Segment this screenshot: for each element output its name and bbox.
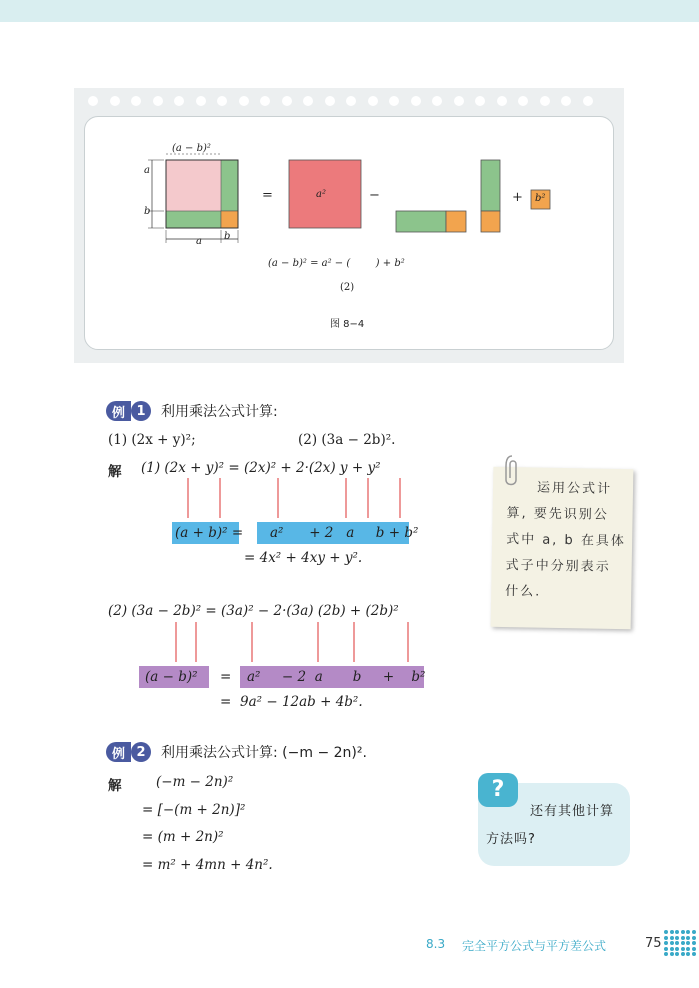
footer-dot (692, 930, 696, 934)
example2-title: 利用乘法公式计算: (−m − 2n)². (161, 745, 367, 761)
footer-dot (664, 936, 668, 940)
footer-dot (681, 947, 685, 951)
solution2-label: 解 (108, 778, 122, 794)
binder-hole (518, 96, 528, 106)
bottom-a-label: a (196, 236, 202, 247)
footer-dot (670, 941, 674, 945)
example2-number: 2 (131, 742, 151, 762)
p1-line: (1) (2x + y)² = (2x)² + 2·(2x) y + y² (141, 460, 381, 476)
binder-hole (88, 96, 98, 106)
figure-subcaption: (2) (340, 282, 355, 293)
binder-hole (282, 96, 292, 106)
footer-dot (692, 941, 696, 945)
ab-strip-vertical (481, 160, 500, 211)
ab-strip-horizontal (396, 211, 446, 232)
figure-formula: (a − b)² = a² − ( ) + b² (268, 258, 405, 269)
side-a-label: a (144, 165, 150, 176)
footer-dot (686, 930, 690, 934)
footer-dot (664, 952, 668, 956)
example1-number: 1 (131, 401, 151, 421)
footer-dot (681, 930, 685, 934)
bubble-line2: 方法吗? (486, 832, 536, 847)
binder-hole (217, 96, 227, 106)
footer-dot (692, 936, 696, 940)
question-icon: ? (478, 773, 518, 807)
p1-result: = 4x² + 4xy + y². (244, 550, 363, 566)
footer-dot (664, 941, 668, 945)
binder-hole (131, 96, 141, 106)
p1-template-right: a² + 2 a b + b² (270, 525, 419, 541)
sticky-note (491, 467, 634, 629)
b2-part-vertical (481, 211, 500, 232)
example2-badge: 例 (106, 742, 131, 762)
binder-hole (303, 96, 313, 106)
binder-hole (432, 96, 442, 106)
note-line: 什么. (505, 584, 542, 600)
binder-hole (454, 96, 464, 106)
green-strip-horizontal (166, 211, 221, 228)
footer-dot (686, 947, 690, 951)
footer-dot (675, 941, 679, 945)
example1-title: 利用乘法公式计算: (161, 404, 278, 420)
p2-result: 9a² − 12ab + 4b². (240, 694, 363, 710)
footer-dot (670, 930, 674, 934)
footer-dot (681, 936, 685, 940)
footer-dot (670, 936, 674, 940)
footer-dot (686, 952, 690, 956)
note-text (505, 475, 627, 607)
p2-result-eq: = (220, 694, 232, 710)
binder-hole (239, 96, 249, 106)
a2-label: a² (316, 189, 326, 200)
minus-sign: − (369, 188, 380, 203)
note-line: 运用公式计 (536, 480, 613, 497)
note-line: 式中 a, b 在具体 (506, 532, 627, 550)
binder-hole (497, 96, 507, 106)
footer-dot (670, 947, 674, 951)
footer-dot (664, 930, 668, 934)
page-number: 75 (645, 936, 662, 951)
e2-line-4: = m² + 4mn + 4n². (142, 857, 273, 873)
top-label: (a − b)² (172, 143, 211, 154)
footer-dot (675, 947, 679, 951)
eq-sign: = (262, 188, 273, 203)
e2-line-3: = (m + 2n)² (142, 829, 224, 845)
b2-part-horizontal (446, 211, 466, 232)
binder-hole (540, 96, 550, 106)
footer-dot (686, 941, 690, 945)
orange-square (221, 211, 238, 228)
binder-hole (196, 96, 206, 106)
footer-section: 8.3 (426, 937, 446, 951)
problem2: (2) (3a − 2b)². (298, 432, 396, 448)
p1-template-left: (a + b)² = (175, 525, 244, 541)
p2-line: (2) (3a − 2b)² = (3a)² − 2·(3a) (2b) + (2b)² (108, 603, 399, 619)
figure-caption: 图 8−4 (330, 319, 365, 330)
p2-arrows (170, 618, 430, 666)
binder-hole (561, 96, 571, 106)
figure-diagram (84, 116, 612, 348)
green-strip-vertical (221, 160, 238, 211)
footer-dot (686, 936, 690, 940)
footer-dot (681, 952, 685, 956)
footer-dot (670, 952, 674, 956)
binder-hole (325, 96, 335, 106)
footer-title: 完全平方公式与平方差公式 (462, 939, 607, 953)
binder-hole (389, 96, 399, 106)
footer-dot (664, 947, 668, 951)
bottom-b-label: b (224, 231, 231, 242)
binder-hole (110, 96, 120, 106)
p2-eq: = (220, 669, 232, 685)
p2-template-left: (a − b)² (145, 669, 198, 685)
binder-hole (368, 96, 378, 106)
p2-template-right: a² − 2 a b + b² (247, 669, 426, 685)
footer-dot (681, 941, 685, 945)
example2-header (106, 742, 367, 762)
example1-badge: 例 (106, 401, 131, 421)
p1-arrows (170, 474, 430, 522)
note-line: 算, 要先识别公 (506, 506, 609, 523)
paperclip-icon (504, 454, 520, 488)
solution1-label: 解 (108, 464, 122, 480)
binder-hole (260, 96, 270, 106)
footer-dot (692, 947, 696, 951)
binder-hole (174, 96, 184, 106)
binder-hole (411, 96, 421, 106)
side-b-label: b (144, 206, 151, 217)
bubble-line1: 还有其他计算 (530, 804, 615, 819)
binder-hole (346, 96, 356, 106)
top-band (0, 0, 699, 22)
footer-dot (675, 936, 679, 940)
footer-dot (675, 930, 679, 934)
example1-header (106, 401, 278, 421)
e2-line-2: = [−(m + 2n)]² (142, 802, 246, 818)
footer-dot (675, 952, 679, 956)
binder-hole (475, 96, 485, 106)
footer-dot-pattern (664, 930, 698, 956)
notebook-holes (88, 96, 608, 108)
problem1: (1) (2x + y)²; (108, 432, 196, 448)
e2-line-1: (−m − 2n)² (156, 774, 234, 790)
b2-label: b² (535, 193, 546, 204)
binder-hole (583, 96, 593, 106)
binder-hole (153, 96, 163, 106)
plus-sign: + (512, 190, 523, 205)
pink-square (166, 160, 221, 211)
note-line: 式子中分别表示 (505, 558, 611, 575)
footer-dot (692, 952, 696, 956)
